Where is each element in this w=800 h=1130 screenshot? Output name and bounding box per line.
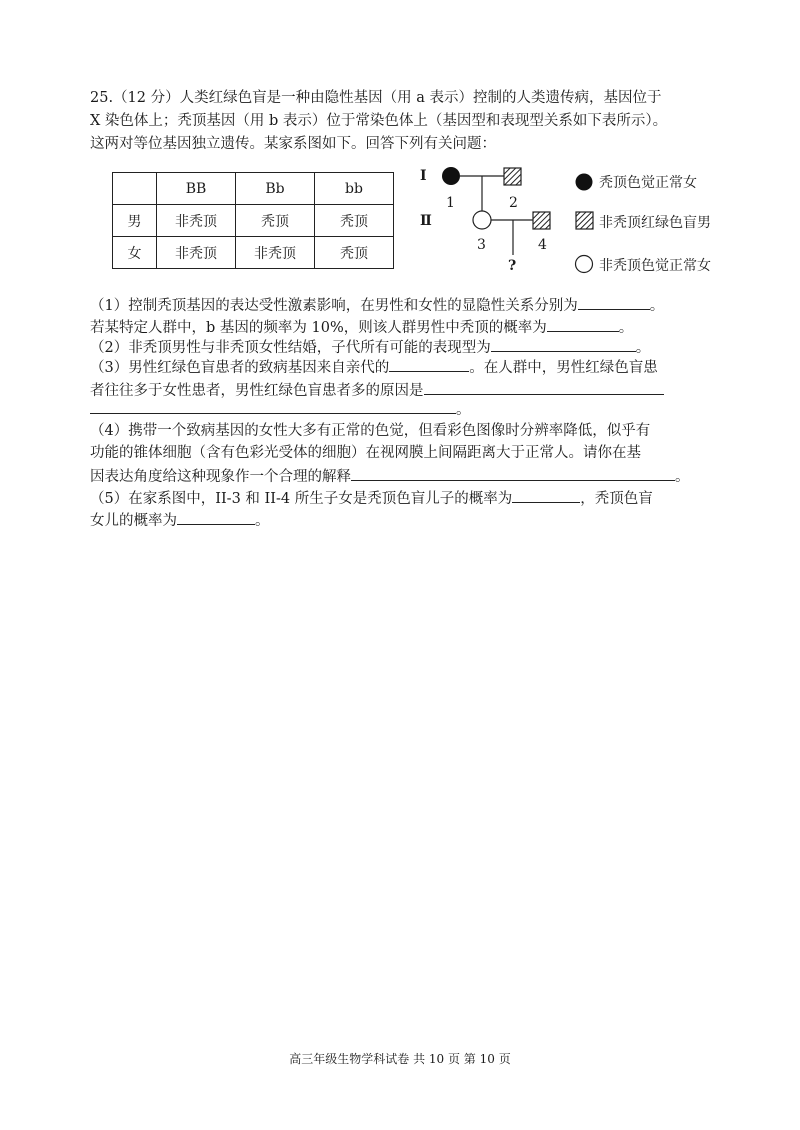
punctuation: 。: [618, 320, 634, 336]
individual-II-3-normal-female: [473, 211, 491, 229]
generation-II-label: Ⅱ: [420, 213, 432, 229]
subquestion-2-line-1: [90, 336, 650, 358]
table-header-cell: [113, 173, 157, 205]
answer-blank-5a[interactable]: [512, 487, 580, 503]
legend-symbol-open-circle-icon: [574, 254, 594, 274]
legend-symbol-hatched-square-icon: [575, 211, 595, 231]
question-stem-line-1: 25.（12 分）人类红绿色盲是一种由隐性基因（用 a 表示）控制的人类遗传病，基因位于: [90, 90, 662, 106]
question-stem-line-3: 这两对等位基因独立遗传。某家系图如下。回答下列有关问题：: [90, 136, 496, 152]
individual-I-1-bald-normal-female: [442, 167, 460, 185]
subquestion-4-line-2: 功能的锥体细胞（含有色彩光受体的细胞）在视网膜上间隔距离大于正常人。请你在基: [90, 445, 641, 461]
answer-blank-3b[interactable]: [424, 379, 664, 395]
subquestion-5-line-2: [90, 509, 270, 531]
subquestion-5-text-b: 女儿的概率为: [90, 513, 177, 529]
answer-blank-1a[interactable]: [578, 294, 650, 310]
subquestion-4-line-3: [90, 465, 690, 487]
legend-label-3: 非秃顶色觉正常女: [599, 258, 711, 274]
subquestion-3-text-b: 者往往多于女性患者，男性红绿色盲患者多的原因是: [90, 383, 424, 399]
legend-label-2: 非秃顶红绿色盲男: [599, 215, 711, 231]
subquestion-3-line-1: [90, 356, 658, 378]
individual-number-3: 3: [477, 237, 486, 253]
subquestion-1-line-1: [90, 294, 664, 316]
subquestion-4-line-1: （4）携带一个致病基因的女性大多有正常的色觉，但看彩色图像时分辨率降低，似乎有: [90, 423, 651, 439]
answer-blank-3a[interactable]: [389, 356, 469, 372]
generation-I-label: I: [420, 168, 427, 184]
table-cell: 非秃顶: [157, 237, 236, 269]
subquestion-1-text-b: 若某特定人群中，b 基因的频率为 10%，则该人群男性中秃顶的概率为: [90, 320, 547, 336]
answer-blank-1b[interactable]: [547, 316, 619, 332]
punctuation: 。: [675, 469, 690, 485]
subquestion-3-text-mid: 。在人群中，男性红绿色盲患: [469, 360, 658, 376]
page-footer: 高三年级生物学科试卷 共 10 页 第 10 页: [289, 1052, 511, 1066]
individual-II-4-colorblind-male: [533, 212, 550, 229]
table-header-cell: bb: [315, 173, 394, 205]
punctuation: 。: [456, 402, 471, 418]
table-cell: 秃顶: [315, 237, 394, 269]
table-header-cell: Bb: [236, 173, 315, 205]
table-cell: 男: [113, 205, 157, 237]
answer-blank-5b[interactable]: [177, 509, 255, 525]
individual-number-4: 4: [538, 237, 547, 253]
subquestion-1-line-2: [90, 316, 633, 338]
table-cell: 非秃顶: [157, 205, 236, 237]
subquestion-5-text: （5）在家系图中，II-3 和 II-4 所生子女是秃顶色盲儿子的概率为: [90, 491, 513, 507]
answer-blank-2[interactable]: [491, 336, 636, 352]
individual-number-1: 1: [446, 195, 455, 211]
subquestion-1-text: （1）控制秃顶基因的表达受性激素影响，在男性和女性的显隐性关系分别为: [90, 298, 578, 314]
pedigree-diagram: [415, 155, 565, 275]
subquestion-5-line-1: [90, 487, 653, 509]
legend-label-1: 秃顶色觉正常女: [599, 175, 697, 191]
table-cell: 秃顶: [315, 205, 394, 237]
subquestion-2-text: （2）非秃顶男性与非秃顶女性结婚，子代所有可能的表现型为: [90, 340, 491, 356]
legend-symbol-filled-circle-icon: [574, 172, 594, 192]
table-row: [113, 205, 394, 237]
table-row: [113, 237, 394, 269]
subquestion-4-text-c: 因表达角度给这种现象作一个合理的解释: [90, 469, 351, 485]
question-stem-line-2: X 染色体上；秃顶基因（用 b 表示）位于常染色体上（基因型和表现型关系如下表所示）。: [90, 113, 668, 129]
individual-number-2: 2: [509, 195, 518, 211]
table-cell: 女: [113, 237, 157, 269]
table-cell: 非秃顶: [236, 237, 315, 269]
subquestion-3-text: （3）男性红绿色盲患者的致病基因来自亲代的: [90, 360, 390, 376]
genotype-phenotype-table: [112, 172, 394, 269]
table-header-cell: BB: [157, 173, 236, 205]
unknown-offspring-mark: ?: [508, 258, 517, 274]
punctuation: 。: [635, 340, 651, 356]
table-cell: 秃顶: [236, 205, 315, 237]
answer-blank-3b-continued[interactable]: [90, 398, 456, 414]
punctuation: 。: [255, 513, 270, 529]
individual-I-2-colorblind-male: [504, 168, 521, 185]
subquestion-5-text-mid: ，秃顶色盲: [580, 491, 653, 507]
answer-blank-4[interactable]: [351, 465, 675, 481]
subquestion-3-line-3: [90, 398, 471, 420]
table-header-row: [113, 173, 394, 205]
punctuation: 。: [649, 298, 665, 314]
